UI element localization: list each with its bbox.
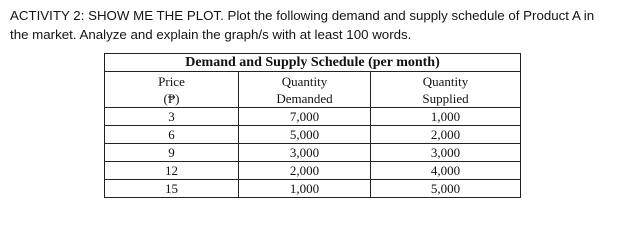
quantity-demanded-cell: 1,000	[239, 180, 371, 198]
table-row	[105, 144, 521, 162]
price-cell: 9	[105, 144, 239, 162]
quantity-supplied-cell: 3,000	[371, 144, 521, 162]
quantity-supplied-cell: 4,000	[371, 162, 521, 180]
price-cell: 15	[105, 180, 239, 198]
quantity-supplied-cell: 5,000	[371, 180, 521, 198]
activity-instructions	[10, 7, 616, 44]
quantity-supplied-cell: 1,000	[371, 108, 521, 126]
supplied-header-line-1: Quantity	[422, 74, 469, 89]
table-row	[105, 180, 521, 198]
price-header-line-2: (₱)	[163, 91, 180, 106]
price-cell: 12	[105, 162, 239, 180]
table-row	[105, 162, 521, 180]
table-title: Demand and Supply Schedule (per month)	[105, 54, 521, 72]
quantity-demanded-cell: 2,000	[239, 162, 371, 180]
demanded-header-line-2: Demanded	[276, 91, 333, 106]
activity-heading: ACTIVITY 2: SHOW ME THE PLOT.	[10, 8, 224, 23]
price-cell: 6	[105, 126, 239, 144]
activity-text: Plot the following demand and supply schedule of Product A in the market. Analyze and explain the graph/s with at least 100 words.	[10, 8, 595, 42]
quantity-demanded-header	[239, 72, 371, 108]
price-header-line-1: Price	[158, 74, 185, 89]
supplied-header-line-2: Supplied	[422, 91, 469, 106]
table-row	[105, 108, 521, 126]
demand-supply-table	[104, 53, 521, 198]
price-cell: 3	[105, 108, 239, 126]
quantity-demanded-cell: 5,000	[239, 126, 371, 144]
quantity-supplied-header	[371, 72, 521, 108]
quantity-demanded-cell: 3,000	[239, 144, 371, 162]
quantity-supplied-cell: 2,000	[371, 126, 521, 144]
price-header	[105, 72, 239, 108]
demanded-header-line-1: Quantity	[281, 74, 328, 89]
table-row	[105, 126, 521, 144]
table-header-row	[105, 72, 521, 108]
quantity-demanded-cell: 7,000	[239, 108, 371, 126]
